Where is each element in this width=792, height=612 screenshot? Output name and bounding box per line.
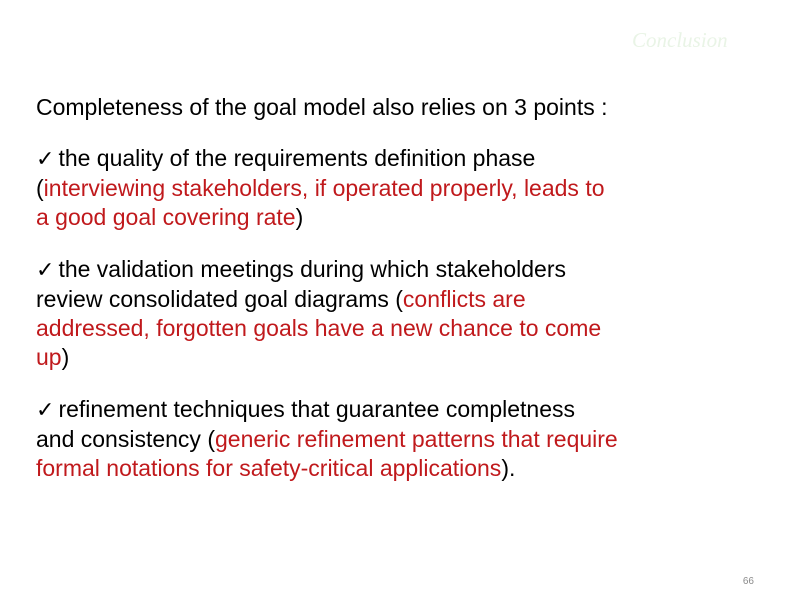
bullet-line (36, 395, 776, 425)
bullet-lead-text: refinement techniques that guarantee completness (58, 396, 575, 422)
bullet-detail-text: interviewing stakeholders, if operated properly, leads to (43, 175, 605, 201)
bullet-lead-text: the validation meetings during which stakeholders (58, 256, 567, 282)
slide-title: Conclusion (632, 28, 728, 52)
bullet-line (36, 285, 776, 314)
bullet-lead-text: review consolidated goal diagrams ( (36, 286, 403, 312)
slide-body (36, 93, 776, 506)
bullet-detail-text: generic refinement patterns that require (214, 426, 618, 452)
bullet-detail-text: formal notations for safety-critical applications (36, 455, 502, 481)
bullet-line (36, 203, 776, 232)
bullet-point-2 (36, 255, 776, 372)
bullet-line (36, 314, 776, 343)
slide-number: 66 (742, 576, 754, 587)
bullet-line (36, 425, 776, 454)
bullet-lead-text: and consistency ( (36, 426, 215, 452)
bullet-line (36, 174, 776, 203)
bullet-point-3 (36, 395, 776, 483)
paren-close: ) (61, 344, 70, 370)
paren-close: ) (295, 204, 304, 230)
bullet-line (36, 255, 776, 285)
bullet-line (36, 343, 776, 372)
bullet-point-1 (36, 144, 776, 232)
intro-text: Completeness of the goal model also relies on 3 points : (36, 94, 608, 120)
bullet-detail-text: addressed, forgotten goals have a new chance to come (36, 315, 602, 341)
bullet-detail-text: conflicts are (402, 286, 526, 312)
paren-open: ( (36, 175, 44, 201)
checkmark-icon: ✓ (36, 147, 55, 172)
bullet-detail-text: a good goal covering rate (36, 204, 296, 230)
bullet-detail-text: up (36, 344, 62, 370)
checkmark-icon: ✓ (36, 398, 55, 423)
bullet-line (36, 454, 776, 483)
checkmark-icon: ✓ (36, 258, 55, 283)
paren-close: ). (501, 455, 516, 481)
bullet-line (36, 144, 776, 174)
bullet-lead-text: the quality of the requirements definition phase (58, 145, 536, 171)
